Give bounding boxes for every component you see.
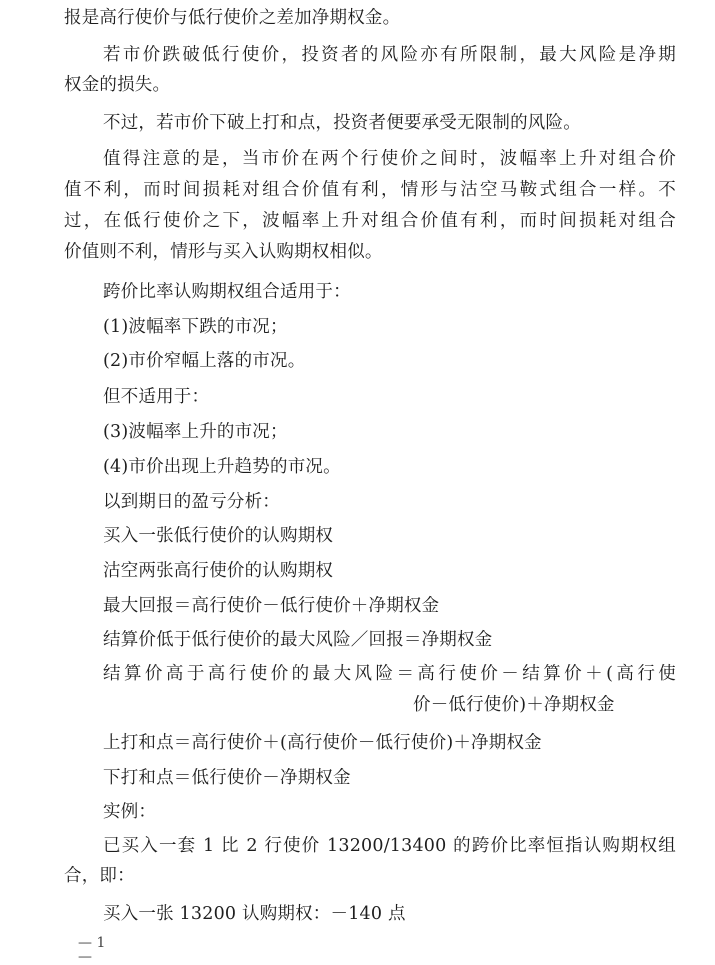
text-line: 值得注意的是，当市价在两个行使价之间时，波幅率上升对组合价 — [103, 149, 676, 169]
text-line: 买入一张 13200 认购期权：－140 点 — [103, 904, 406, 924]
text-line: 买入一张低行使价的认购期权 — [103, 526, 334, 546]
list-item: (4)市价出现上升趋势的市况。 — [103, 457, 341, 477]
formula-line: 下打和点＝低行使价－净期权金 — [103, 768, 351, 788]
formula-line: 上打和点＝高行使价＋(高行使价－低行使价)＋净期权金 — [103, 733, 542, 753]
text-line: 跨价比率认购期权组合适用于： — [103, 282, 351, 302]
text-line: 不过，若市价下破上打和点，投资者便要承受无限制的风险。 — [103, 113, 581, 133]
text-line: 但不适用于： — [103, 387, 210, 407]
text-line: 过，在低行使价之下，波幅率上升对组合价值有利，而时间损耗对组合 — [64, 211, 676, 231]
text-line: 合，即： — [64, 866, 135, 886]
text-line: 若市价跌破低行使价，投资者的风险亦有所限制，最大风险是净期 — [103, 45, 676, 65]
list-item: (3)波幅率上升的市况； — [103, 422, 288, 442]
formula-line: 价－低行使价)＋净期权金 — [413, 695, 615, 715]
formula-line: 结算价低于低行使价的最大风险／回报＝净期权金 — [103, 630, 493, 650]
text-line: 报是高行使价与低行使价之差加净期权金。 — [64, 8, 401, 28]
text-line: 以到期日的盈亏分析： — [103, 492, 280, 512]
text-line: 值不利，而时间损耗对组合价值有利，情形与沽空马鞍式组合一样。不 — [64, 180, 676, 200]
list-item: (1)波幅率下跌的市况； — [103, 317, 288, 337]
text-line: 实例： — [103, 802, 157, 822]
text-line: 权金的损失。 — [64, 75, 171, 95]
page-number: — 1 — — [78, 935, 106, 965]
formula-line: 结算价高于高行使价的最大风险＝高行使价－结算价＋(高行使 — [103, 664, 676, 684]
list-item: (2)市价窄幅上落的市况。 — [103, 351, 306, 371]
text-line: 价值则不利，情形与买入认购期权相似。 — [64, 242, 383, 262]
formula-line: 最大回报＝高行使价－低行使价＋净期权金 — [103, 596, 440, 616]
text-line: 沽空两张高行使价的认购期权 — [103, 561, 334, 581]
text-line: 已买入一套 1 比 2 行使价 13200/13400 的跨价比率恒指认购期权组 — [103, 836, 676, 856]
